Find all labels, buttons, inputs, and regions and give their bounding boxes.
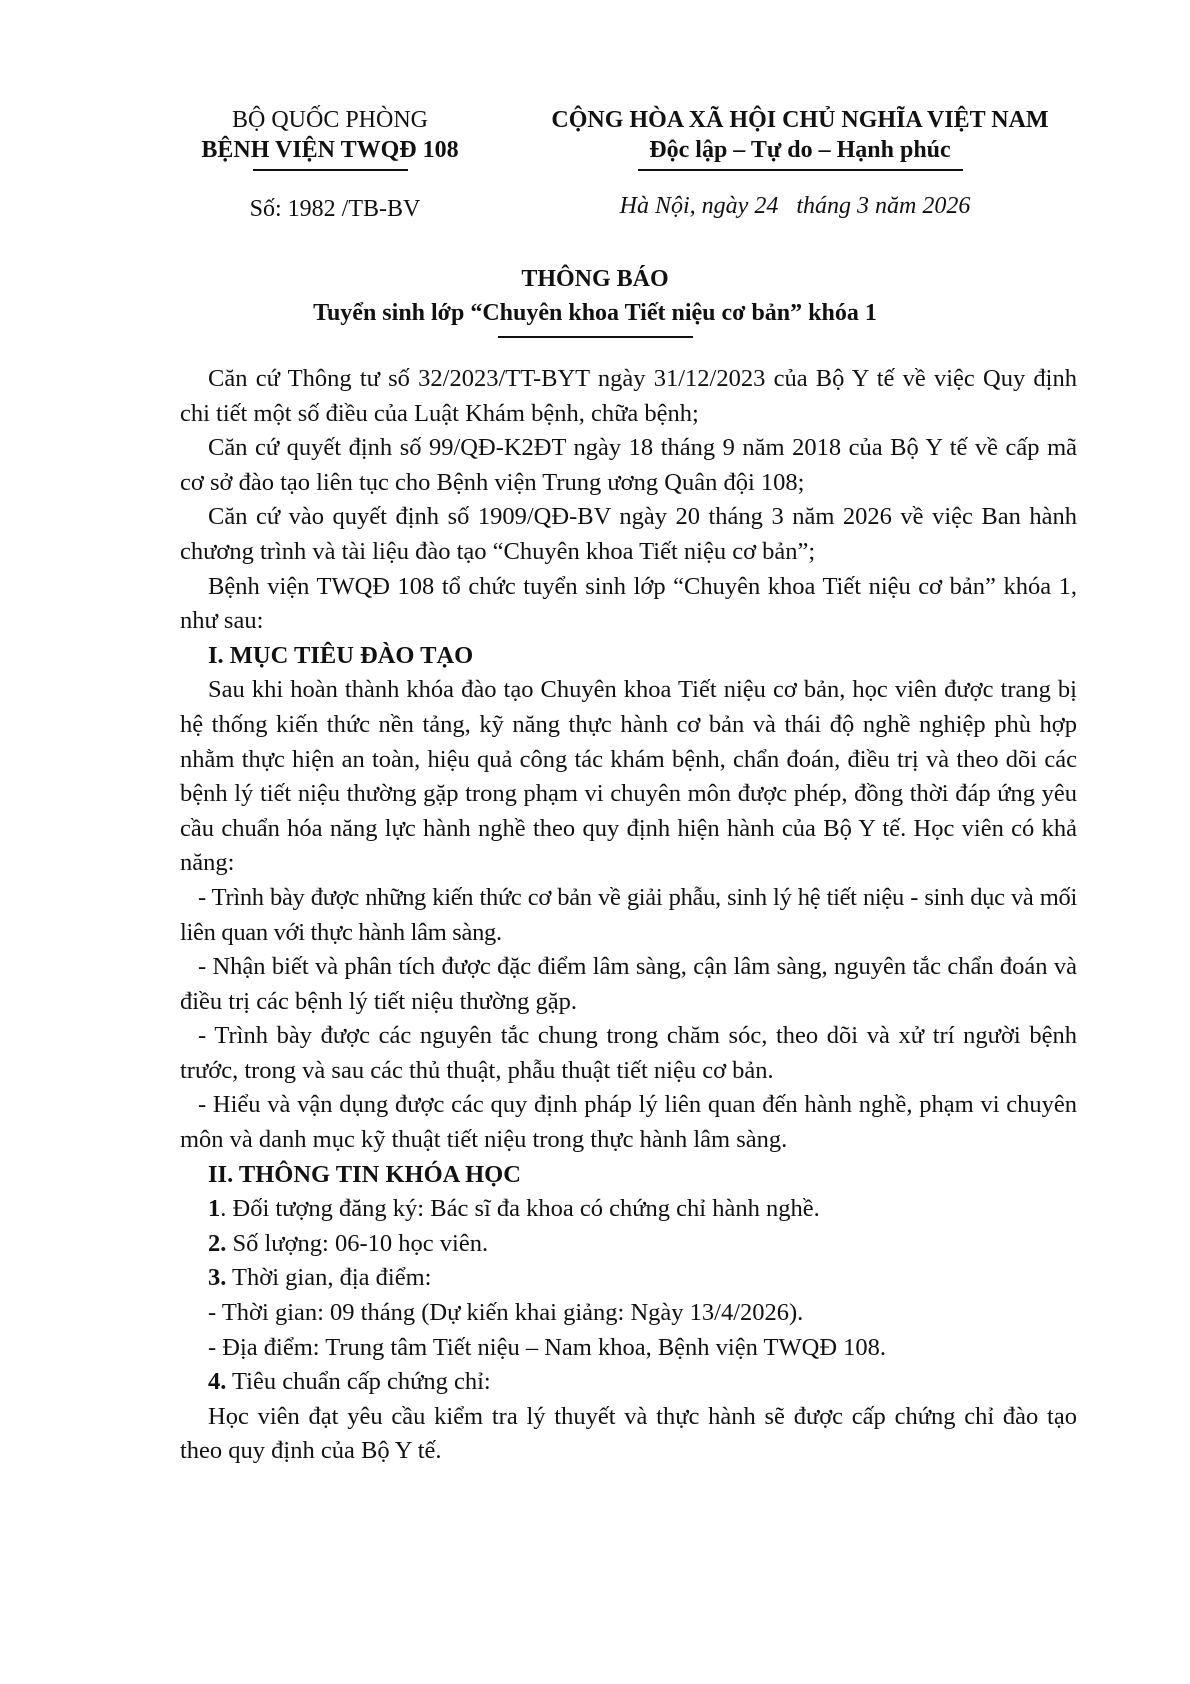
document-body: [180, 362, 1077, 1469]
objective-item: - Hiểu và vận dụng được các quy định pháp lý liên quan đến hành nghề, phạm vi chuyên môn và danh mục kỹ thuật tiết niệu trong thực hành lâm sàng.: [180, 1091, 1077, 1154]
course-location: - Địa điểm: Trung tâm Tiết niệu – Nam khoa, Bệnh viện TWQĐ 108.: [208, 1333, 887, 1361]
section-heading-objectives: I. MỤC TIÊU ĐÀO TẠO: [208, 641, 474, 669]
issuer-block: [170, 105, 490, 171]
certificate-criteria: Học viên đạt yêu cầu kiểm tra lý thuyết và thực hành sẽ được cấp chứng chỉ đào tạo theo quy định của Bộ Y tế.: [180, 1402, 1077, 1465]
item-number: 1: [208, 1195, 221, 1223]
national-header: [515, 105, 1085, 171]
hospital-name: BỆNH VIỆN TWQĐ 108: [201, 137, 459, 163]
issuer-underline: [253, 169, 408, 171]
preamble-paragraph: Căn cứ Thông tư số 32/2023/TT-BYT ngày 31/12/2023 của Bộ Y tế về việc Quy định chi tiết một số điều của Luật Khám bệnh, chữa bệnh;: [180, 365, 1077, 427]
document-subtitle: Tuyển sinh lớp “Chuyên khoa Tiết niệu cơ bản” khóa 1: [313, 300, 877, 326]
objectives-intro: Sau khi hoàn thành khóa đào tạo Chuyên khoa Tiết niệu cơ bản, học viên được trang bị hệ thống kiến thức nền tảng, kỹ năng thực hành cơ bản và thái độ nghề nghiệp phù hợp nhằm thực hiện an toàn, hiệu quả công tác khám bệnh, chẩn đoán, điều trị và theo dõi các bệnh lý tiết niệu thường gặp trong phạm vi chuyên môn được phép, đồng thời đáp ứng yêu cầu chuẩn hóa năng lực hành nghề theo quy định hiện hành của Bộ Y tế. Học viên có khả năng:: [180, 676, 1077, 877]
preamble-paragraph: Căn cứ quyết định số 99/QĐ-K2ĐT ngày 18 tháng 9 năm 2018 của Bộ Y tế về cấp mã cơ sở đào tạo liên tục cho Bệnh viện Trung ương Quân đội 108;: [180, 434, 1077, 496]
section-heading-course-info: II. THÔNG TIN KHÓA HỌC: [208, 1160, 521, 1188]
objective-item: - Nhận biết và phân tích được đặc điểm lâm sàng, cận lâm sàng, nguyên tắc chẩn đoán và điều trị các bệnh lý tiết niệu thường gặp.: [180, 953, 1077, 1015]
course-info-item: [180, 1365, 1077, 1400]
item-number: 4.: [208, 1368, 227, 1396]
motto-underline: [638, 169, 963, 171]
document-number: Số: 1982 /TB-BV: [249, 196, 421, 222]
country-name: CỘNG HÒA XÃ HỘI CHỦ NGHĨA VIỆT NAM: [551, 107, 1049, 133]
course-info-item: [180, 1227, 1077, 1262]
title-underline: [498, 336, 693, 338]
objective-item: - Trình bày được những kiến thức cơ bản về giải phẫu, sinh lý hệ tiết niệu - sinh dục và mối liên quan với thực hành lâm sàng.: [180, 883, 1077, 946]
objective-item: - Trình bày được các nguyên tắc chung trong chăm sóc, theo dõi và xử trí người bệnh trước, trong và sau các thủ thuật, phẫu thuật tiết niệu cơ bản.: [180, 1022, 1077, 1084]
course-info-item: [180, 1192, 1077, 1227]
document-title: THÔNG BÁO: [521, 266, 669, 292]
title-block: [0, 262, 1190, 338]
item-number: 2.: [208, 1229, 227, 1257]
course-time: - Thời gian: 09 tháng (Dự kiến khai giảng: Ngày 13/4/2026).: [208, 1299, 804, 1327]
item-text: Số lượng: 06-10 học viên.: [226, 1229, 489, 1257]
national-motto: Độc lập – Tự do – Hạnh phúc: [649, 137, 951, 163]
ministry-name: BỘ QUỐC PHÒNG: [231, 107, 429, 133]
preamble-paragraph: Bệnh viện TWQĐ 108 tổ chức tuyển sinh lớp “Chuyên khoa Tiết niệu cơ bản” khóa 1, như sau:: [180, 572, 1077, 635]
preamble-paragraph: Căn cứ vào quyết định số 1909/QĐ-BV ngày 20 tháng 3 năm 2026 về việc Ban hành chương trình và tài liệu đào tạo “Chuyên khoa Tiết niệu cơ bản”;: [180, 503, 1077, 565]
item-number: 3.: [208, 1264, 227, 1292]
course-info-item: [180, 1261, 1077, 1296]
document-date: Hà Nội, ngày 24 tháng 3 năm 2026: [619, 193, 971, 219]
item-text: Thời gian, địa điểm:: [226, 1264, 432, 1292]
item-text: . Đối tượng đăng ký: Bác sĩ đa khoa có chứng chỉ hành nghề.: [220, 1195, 820, 1223]
item-text: Tiêu chuẩn cấp chứng chỉ:: [226, 1368, 491, 1396]
